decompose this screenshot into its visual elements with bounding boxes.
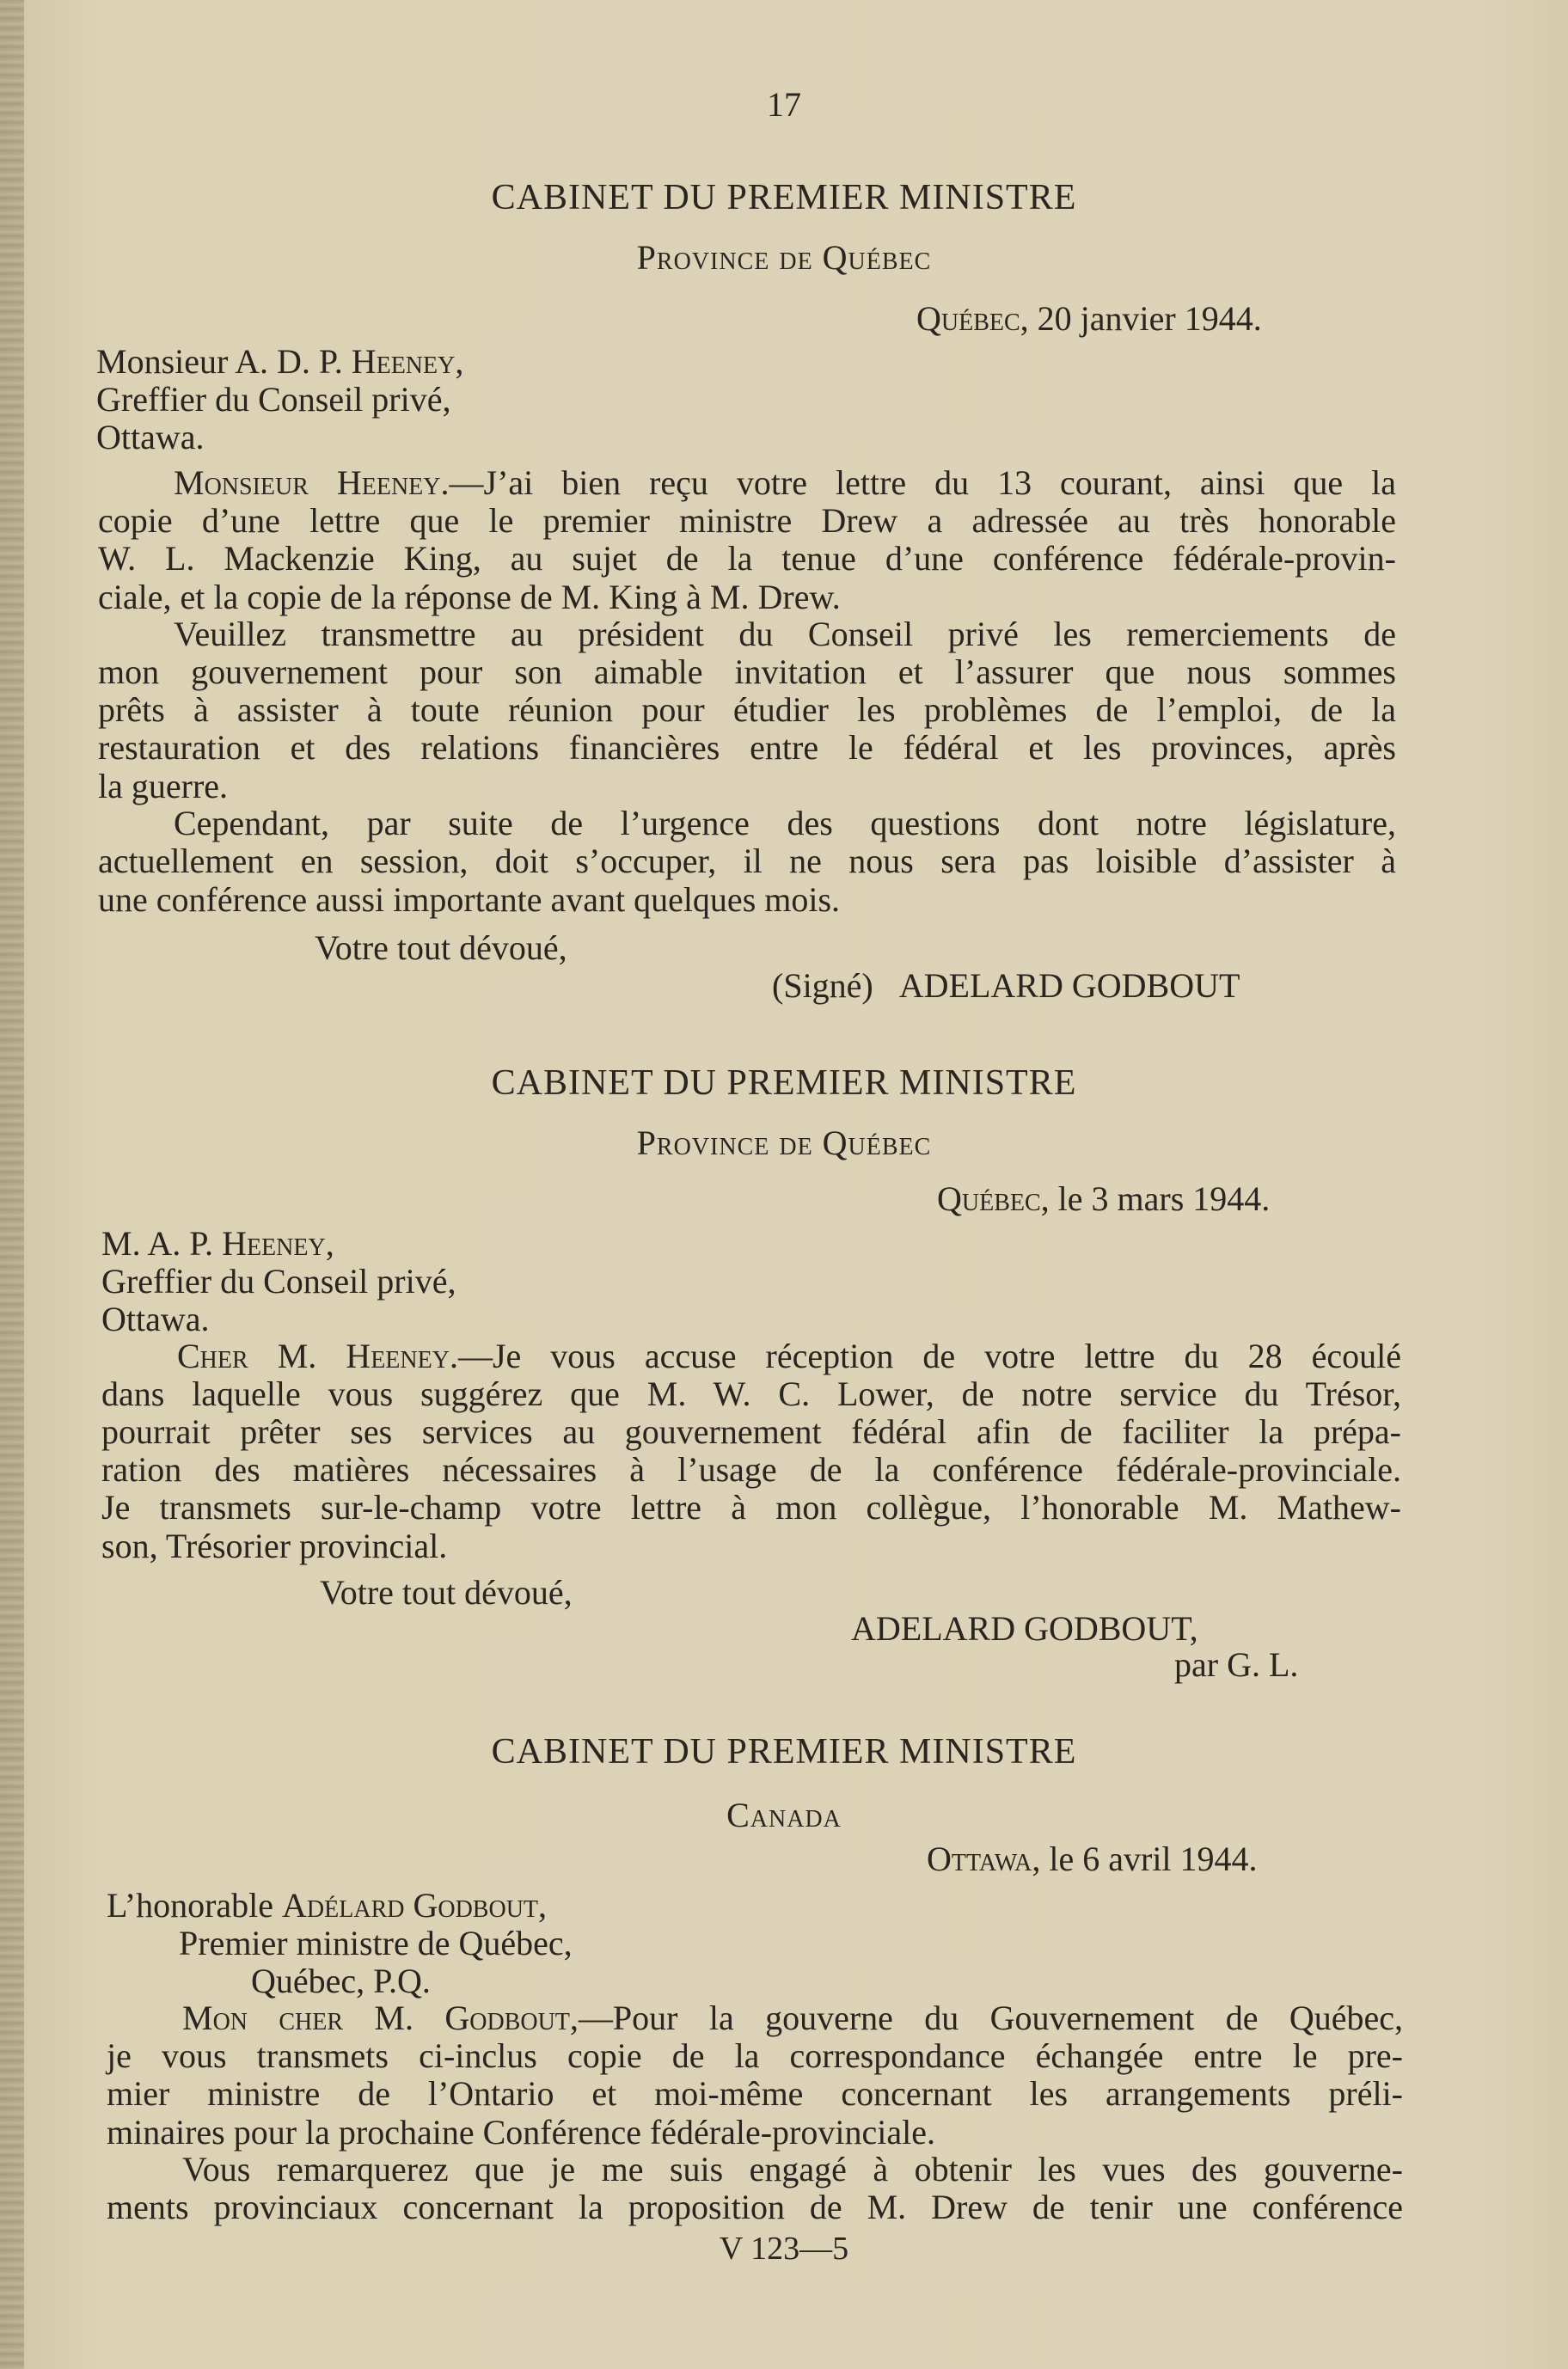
letter2-heading: CABINET DU PREMIER MINISTRE	[491, 1063, 1077, 1103]
letter2-body-line: dans laquelle vous suggérez que M. W. C. Lower, de notre service du Trésor,	[101, 1374, 1401, 1413]
letter1-signature-line: (Signé) ADELARD GODBOUT	[772, 966, 1240, 1005]
letter3-body-line: ments provinciaux concernant la proposition de M. Drew de tenir une conférence	[107, 2188, 1403, 2226]
letter2-body-line: Cher M. Heeney.—Je vous accuse réception de votre lettre du 28 écoulé	[177, 1337, 1401, 1375]
letter1-heading: CABINET DU PREMIER MINISTRE	[491, 178, 1077, 217]
letter1-subheading: Province de Québec	[636, 238, 932, 277]
letter3-body-line: minaires pour la prochaine Conférence fédérale-provinciale.	[107, 2113, 935, 2152]
letter1-body-line: Monsieur Heeney.—J’ai bien reçu votre lettre du 13 courant, ainsi que la	[174, 463, 1397, 502]
letter2-recipient-line2: Greffier du Conseil privé,	[101, 1262, 456, 1301]
letter1-body-line: la guerre.	[98, 767, 229, 805]
letter1-body-line: actuellement en session, doit s’occuper, il ne nous sera pas loisible d’assister à	[98, 842, 1396, 880]
letter1-body-line: Veuillez transmettre au président du Conseil privé les remerciements de	[174, 615, 1396, 653]
letter1-body-line: mon gouvernement pour son aimable invitation et l’assurer que nous sommes	[98, 652, 1396, 691]
letter2-recipient-line3: Ottawa.	[101, 1300, 210, 1338]
letter3-recipient-line2: Premier ministre de Québec,	[179, 1924, 573, 1962]
letter2-recipient-line1: M. A. P. Heeney,	[101, 1224, 334, 1263]
letter3-recipient-line3: Québec, P.Q.	[251, 1962, 431, 2000]
letter2-body-line: son, Trésorier provincial.	[101, 1527, 448, 1565]
letter1-body-line: copie d’une lettre que le premier ministre Drew a adressée au très honorable	[98, 501, 1396, 540]
letter1-recipient-line1: Monsieur A. D. P. Heeney,	[96, 342, 464, 381]
letter2-body-line: pourrait prêter ses services au gouvernement fédéral afin de faciliter la prépa-	[101, 1412, 1401, 1451]
letter2-signature-by: par G. L.	[1174, 1645, 1299, 1684]
letter1-body-line: restauration et des relations financières entre le fédéral et les provinces, après	[98, 728, 1396, 767]
letter1-dateline: Québec, 20 janvier 1944.	[916, 299, 1262, 338]
letter2-dateline: Québec, le 3 mars 1944.	[937, 1179, 1271, 1218]
letter2-closing: Votre tout dévoué,	[320, 1573, 573, 1612]
letter3-body-line: Mon cher M. Godbout,—Pour la gouverne du Gouvernement de Québec,	[182, 1999, 1403, 2037]
letter3-body-line: Vous remarquerez que je me suis engagé à obtenir les vues des gouverne-	[182, 2150, 1403, 2188]
letter1-recipient-line2: Greffier du Conseil privé,	[96, 380, 451, 419]
letter1-body-line: une conférence aussi importante avant quelques mois.	[98, 880, 841, 919]
page-number: 17	[767, 85, 801, 124]
letter3-body-line: mier ministre de l’Ontario et moi-même concernant les arrangements préli-	[107, 2074, 1403, 2113]
letter2-body-line: Je transmets sur-le-champ votre lettre à mon collègue, l’honorable M. Mathew-	[101, 1488, 1401, 1527]
letter3-heading: CABINET DU PREMIER MINISTRE	[491, 1732, 1077, 1772]
binding-edge	[0, 0, 24, 2369]
letter3-dateline: Ottawa, le 6 avril 1944.	[927, 1839, 1258, 1878]
letter1-body-line: prêts à assister à toute réunion pour étudier les problèmes de l’emploi, de la	[98, 690, 1396, 729]
letter1-closing: Votre tout dévoué,	[315, 928, 567, 967]
letter1-recipient-line3: Ottawa.	[96, 418, 205, 456]
letter3-recipient-line1: L’honorable Adélard Godbout,	[107, 1886, 548, 1925]
letter2-body-line: ration des matières nécessaires à l’usage de la conférence fédérale-provinciale.	[101, 1450, 1401, 1489]
letter1-body-line: ciale, et la copie de la réponse de M. King à M. Drew.	[98, 578, 841, 616]
letter2-signature: ADELARD GODBOUT,	[851, 1609, 1198, 1648]
letter1-body-line: W. L. Mackenzie King, au sujet de la tenue d’une conférence fédérale-provin-	[98, 539, 1396, 578]
letter3-subheading: Canada	[726, 1796, 842, 1834]
letter3-body-line: je vous transmets ci-inclus copie de la correspondance échangée entre le pre-	[107, 2036, 1403, 2075]
letter1-body-line: Cependant, par suite de l’urgence des questions dont notre législature,	[174, 804, 1396, 842]
signature-mark: V 123—5	[719, 2231, 849, 2267]
letter2-subheading: Province de Québec	[636, 1123, 932, 1162]
